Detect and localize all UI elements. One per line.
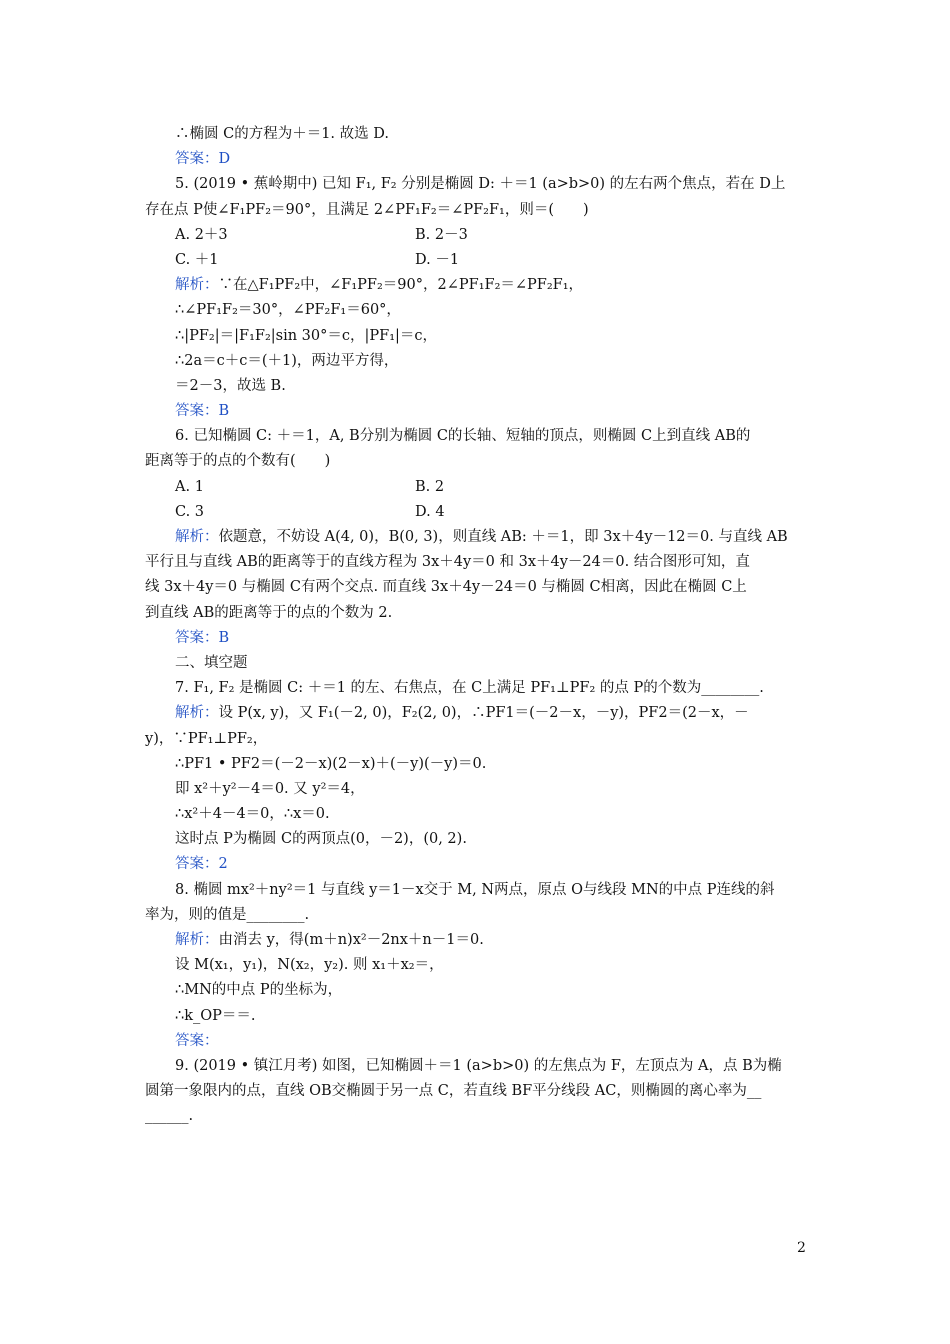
text-line: [145, 172, 813, 197]
choice-row: [145, 248, 813, 273]
line-text: 由消去 y，得(m＋n)x²－2nx＋n－1＝0.: [218, 932, 484, 948]
line-text: ______.: [145, 1108, 194, 1125]
choice-row: [145, 475, 813, 500]
text-line: [145, 676, 813, 701]
line-text: ∴2a＝c＋c＝(＋1)，两边平方得，: [175, 352, 399, 369]
answer-line: [145, 626, 813, 651]
line-text: 存在点 P使∠F₁PF₂＝90°，且满足 2∠PF₁F₂＝∠PF₂F₁，则＝( ): [145, 201, 589, 218]
line-text: 平行且与直线 AB的距离等于的直线方程为 3x＋4y＝0 和 3x＋4y－24＝0. 结合图形可知，直: [145, 554, 750, 571]
line-text: 二、填空题: [175, 654, 248, 671]
line-text: 距离等于的点的个数有( ): [145, 453, 331, 470]
choice-option: D. 4: [415, 503, 445, 520]
line-text: ∴PF1 • PF2＝(－2－x)(2－x)＋(－y)(－y)＝0.: [175, 755, 487, 772]
line-text: ∴|PF₂|＝|F₁F₂|sin 30°＝c，|PF₁|＝c，: [175, 327, 438, 344]
analysis-label: 解析：: [175, 277, 219, 294]
choice-option: C. 3: [175, 503, 205, 520]
line-text: 答案：D: [175, 151, 231, 168]
answer-line: [145, 147, 813, 172]
text-line: [145, 878, 813, 903]
answer-line: [145, 1029, 813, 1054]
line-text: 答案：B: [175, 629, 230, 646]
line-text: 9. (2019 • 镇江月考) 如图，已知椭圆＋＝1 (a>b>0) 的左焦点为 F，左顶点为 A，点 B为椭: [175, 1057, 782, 1074]
line-text: 设 M(x₁，y₁)，N(x₂，y₂). 则 x₁＋x₂＝，: [175, 957, 444, 974]
line-text: ∵在△F₁PF₂中，∠F₁PF₂＝90°，2∠PF₁F₂＝∠PF₂F₁，: [218, 277, 584, 294]
line-text: ∴x²＋4－4＝0，∴x＝0.: [175, 806, 330, 823]
document-body: [145, 122, 813, 1130]
line-text: 到直线 AB的距离等于的点的个数为 2.: [145, 604, 393, 621]
line-text: 设 P(x, y)，又 F₁(－2, 0)，F₂(2, 0)，∴PF1＝(－2－x，－y)，PF2＝(2－x，－: [218, 705, 749, 722]
text-line: [145, 752, 813, 777]
line-text: 答案：B: [175, 403, 230, 420]
text-line: [145, 701, 813, 726]
page-number: 2: [797, 1240, 806, 1256]
text-line: [145, 324, 813, 349]
line-text: 7. F₁, F₂ 是椭圆 C: ＋＝1 的左、右焦点，在 C上满足 PF₁⊥PF₂ 的点 P的个数为________.: [175, 680, 764, 697]
text-line: [145, 525, 813, 550]
text-line: [145, 298, 813, 323]
line-text: 这时点 P为椭圆 C的两顶点(0，－2)，(0, 2).: [175, 831, 467, 848]
text-line: [145, 349, 813, 374]
text-line: [145, 777, 813, 802]
line-text: ∴∠PF₁F₂＝30°，∠PF₂F₁＝60°，: [175, 302, 401, 319]
line-text: ∴MN的中点 P的坐标为，: [175, 982, 343, 999]
answer-line: [145, 852, 813, 877]
text-line: [145, 802, 813, 827]
line-text: ∴椭圆 C的方程为＋＝1. 故选 D.: [175, 126, 389, 142]
text-line: [145, 1004, 813, 1029]
choice-option: A. 2＋3: [175, 226, 228, 243]
line-text: 线 3x＋4y＝0 与椭圆 C有两个交点. 而直线 3x＋4y－24＝0 与椭圆 C相离，因此在椭圆 C上: [145, 579, 747, 596]
text-line: [145, 978, 813, 1003]
text-line: [145, 198, 813, 223]
text-line: [145, 601, 813, 626]
text-line: [145, 651, 813, 676]
text-line: [145, 1079, 813, 1104]
choice-option: B. 2: [415, 478, 445, 495]
choice-row: [145, 500, 813, 525]
text-line: [145, 273, 813, 298]
line-text: 答案：2: [175, 856, 228, 873]
line-text: y)，∵PF₁⊥PF₂，: [145, 730, 268, 747]
choice-option: C. ＋1: [175, 251, 219, 268]
line-text: 依题意，不妨设 A(4, 0)，B(0, 3)，则直线 AB: ＋＝1，即 3x＋4y－12＝0. 与直线 AB: [218, 529, 788, 545]
line-text: ＝2－3，故选 B.: [175, 377, 286, 394]
text-line: [145, 449, 813, 474]
line-text: 答案：: [175, 1032, 219, 1049]
line-text: ∴k_OP＝＝.: [175, 1007, 256, 1024]
text-line: [145, 1054, 813, 1079]
text-line: [145, 550, 813, 575]
line-text: 率为，则的值是________.: [145, 906, 310, 923]
answer-line: [145, 399, 813, 424]
choice-option: B. 2－3: [415, 226, 468, 243]
text-line: [145, 727, 813, 752]
text-line: [145, 575, 813, 600]
choice-option: D. －1: [415, 251, 460, 268]
text-line: [145, 424, 813, 449]
choice-option: A. 1: [175, 478, 204, 495]
line-text: 8. 椭圆 mx²＋ny²＝1 与直线 y＝1－x交于 M, N两点，原点 O与线段 MN的中点 P连线的斜: [175, 881, 775, 898]
text-line: [145, 122, 813, 147]
analysis-label: 解析：: [175, 705, 219, 722]
analysis-label: 解析：: [175, 529, 219, 545]
text-line: [145, 903, 813, 928]
choice-row: [145, 223, 813, 248]
line-text: 6. 已知椭圆 C: ＋＝1，A, B分别为椭圆 C的长轴、短轴的顶点，则椭圆 C上到直线 AB的: [175, 428, 751, 445]
line-text: 圆第一象限内的点，直线 OB交椭圆于另一点 C，若直线 BF平分线段 AC，则椭圆的离心率为__: [145, 1083, 762, 1100]
text-line: [145, 827, 813, 852]
line-text: 即 x²＋y²－4＝0. 又 y²＝4，: [175, 780, 365, 797]
line-text: 5. (2019 • 蕉岭期中) 已知 F₁, F₂ 分别是椭圆 D: ＋＝1 (a>b>0) 的左右两个焦点，若在 D上: [175, 176, 786, 193]
analysis-label: 解析：: [175, 932, 219, 948]
text-line: [145, 1104, 813, 1129]
text-line: [145, 953, 813, 978]
text-line: [145, 928, 813, 953]
text-line: [145, 374, 813, 399]
